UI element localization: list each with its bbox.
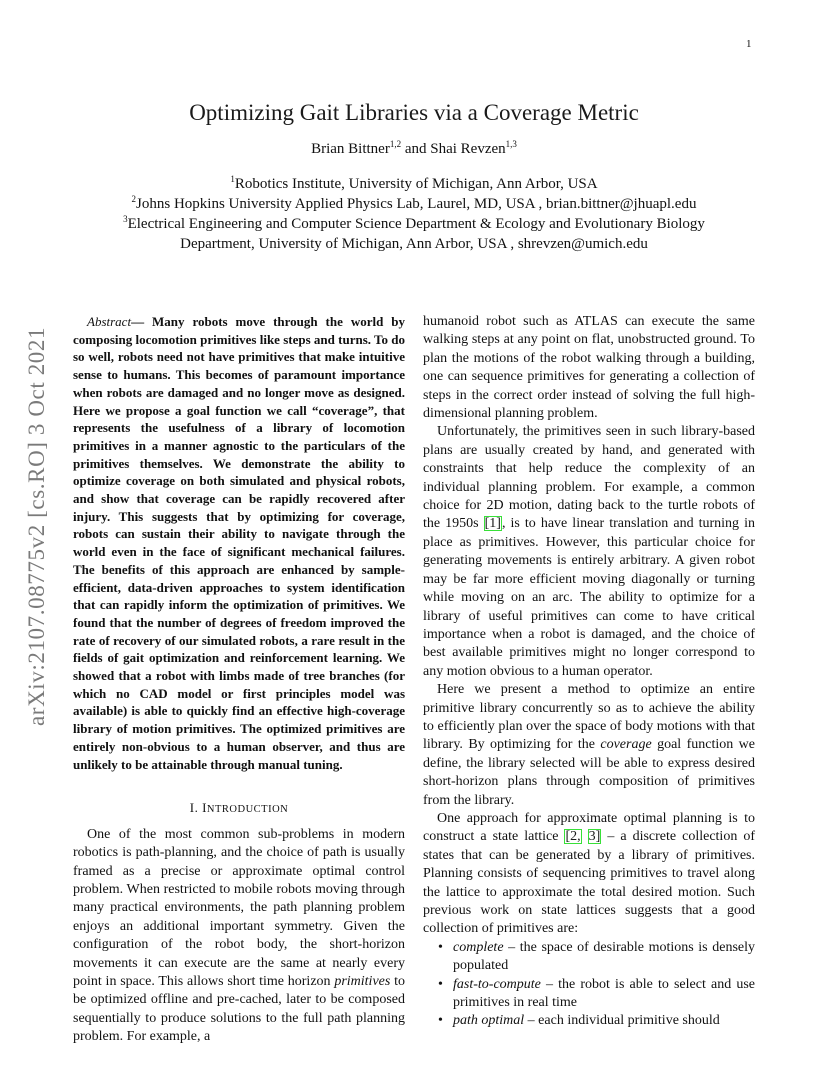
bullet-icon: • bbox=[438, 1013, 443, 1029]
affiliation-marker: 1 bbox=[230, 174, 235, 184]
affiliation-marker: 3 bbox=[123, 214, 128, 224]
author-affiliation-marker: 1,3 bbox=[505, 139, 517, 149]
author-name: Brian Bittner bbox=[311, 141, 390, 157]
affiliation-line bbox=[60, 194, 768, 214]
list-item-text: – the robot is able to select and use primitives in real time bbox=[453, 976, 755, 1011]
abstract bbox=[73, 313, 405, 773]
affiliation-line bbox=[60, 234, 768, 254]
list-item bbox=[438, 1012, 755, 1030]
affiliation-text: Electrical Engineering and Computer Science Department & Ecology and Evolutionary Biology bbox=[127, 216, 705, 232]
affiliation-marker: 2 bbox=[131, 194, 137, 204]
list-item bbox=[438, 976, 755, 1013]
paragraph-text: to be optimized offline and pre-cached, later to be composed sequentially to produce solutions to the full path planning problem. For example, a bbox=[73, 973, 405, 1045]
emphasized-term: primitives bbox=[334, 973, 391, 989]
paragraph-text: Here we present a method to optimize an entire primitive library concurrently so as to achieve the ability to efficiently plan over the space of body motions with that library. By optimizing for the bbox=[423, 682, 755, 753]
paper-title: Optimizing Gait Libraries via a Coverage Metric bbox=[189, 100, 639, 125]
affiliation-text: Department, University of Michigan, Ann Arbor, USA , shrevzen@umich.edu bbox=[180, 236, 648, 252]
bullet-icon: • bbox=[438, 939, 443, 955]
arxiv-identifier-stamp: arXiv:2107.08775v2 [cs.RO] 3 Oct 2021 bbox=[24, 326, 49, 726]
author-list bbox=[0, 141, 828, 158]
body-paragraph bbox=[423, 810, 755, 939]
section-heading-introduction bbox=[73, 799, 405, 819]
right-column bbox=[423, 313, 755, 1031]
citation-link[interactable]: 3] bbox=[588, 829, 601, 845]
primitive-criteria-list bbox=[423, 939, 755, 1031]
author-name: Shai Revzen bbox=[430, 141, 506, 157]
citation-link[interactable]: [1] bbox=[484, 516, 501, 532]
emphasized-term: coverage bbox=[600, 737, 652, 753]
left-column bbox=[73, 313, 405, 1047]
body-paragraph: humanoid robot such as ATLAS can execute the same walking steps at any point on flat, unobstructed ground. To plan the motions of the robot walking through a building, one can sequence primitives for generating a collection of steps in the correct order instead of solving the full high-dimensional planning problem. bbox=[423, 314, 755, 422]
section-title-rest: NTRODUCTION bbox=[206, 804, 289, 816]
citation-link[interactable]: [2, bbox=[565, 829, 581, 845]
abstract-label: Abstract bbox=[87, 314, 132, 329]
section-numeral: I. bbox=[189, 800, 203, 816]
paragraph-text: One of the most common sub-problems in modern robotics is path-planning, and the choice of path is usually framed as a precise or approximate optimal control problem. When restricted to mobile robots moving through many practical environments, the path planning problem enjoys an additional important symmetry. Given the configuration of the robot body, the short-horizon movements it can execute are the same at nearly every point in space. This allows short time horizon bbox=[73, 826, 405, 989]
affiliation-line bbox=[60, 174, 768, 194]
paragraph-text: Unfortunately, the primitives seen in such library-based plans are usually created by hand, and generated with constraints that help reduce the complexity of an individual planning problem. For example, a common choice for 2D motion, dating back to the turtle robots of the 1950s bbox=[423, 424, 755, 532]
abstract-dash: — bbox=[131, 314, 152, 329]
affiliation-line bbox=[60, 214, 768, 234]
affiliation-block bbox=[60, 174, 768, 254]
list-item-text: – each individual primitive should bbox=[524, 1013, 720, 1029]
body-paragraph bbox=[423, 423, 755, 681]
paragraph-text: One approach for approximate optimal planning is to construct a state lattice bbox=[423, 810, 755, 845]
section-title-initial: I bbox=[202, 800, 207, 816]
abstract-text: Many robots move through the world by composing locomotion primitives like steps and turns. To do so well, robots need not have primitives that make intuitive sense to humans. This becomes of paramount importance when robots are damaged and no longer move as designed. Here we propose a goal function we call “coverage”, that represents the usefulness of a library of locomotion primitives in a manner agnostic to the particulars of the primitives themselves. We demonstrate the ability to optimize coverage on both simulated and physical robots, and show that coverage can be rapidly recovered after injury. This suggests that by optimizing for coverage, robots can sustain their ability to navigate through the world even in the face of significant mechanical failures. The benefits of this approach are enhanced by sample-efficient, data-driven approaches to system identification that can rapidly inform the optimization of primitives. We found that the number of degrees of freedom improved the rate of recovery of our simulated robots, a rare result in the fields of gait optimization and reinforcement learning. We showed that a robot with limbs made of tree branches (for which no CAD model or first principles model was available) is able to quickly find an effective high-coverage library of motion primitives. The optimized primitives are entirely non-obvious to a human observer, and thus are unlikely to be attainable through manual tuning. bbox=[73, 314, 405, 772]
affiliation-text: Robotics Institute, University of Michigan, Ann Arbor, USA bbox=[234, 176, 598, 192]
page-number: 1 bbox=[746, 38, 752, 50]
list-item bbox=[438, 939, 755, 976]
body-paragraph bbox=[423, 681, 755, 810]
paragraph-text: , is to have linear translation and turning in place as primitives. However, this particular choice for generating movements is entirely arbitrary. A given robot may be far more efficient moving diagonally or turning while moving on an arc. The ability to optimize for a library of useful primitives can come to have critical importance when a robot is damaged, and the choice of best available primitives might no longer correspond to any motion obvious to a human operator. bbox=[423, 516, 755, 679]
affiliation-text: Johns Hopkins University Applied Physics Lab, Laurel, MD, USA , brian.bittner@jhuapl.edu bbox=[136, 196, 697, 212]
bullet-icon: • bbox=[438, 976, 443, 992]
author-conjunction: and bbox=[401, 141, 431, 157]
list-item-term: fast-to-compute bbox=[453, 976, 541, 992]
body-paragraph bbox=[73, 826, 405, 1047]
list-item-term: path optimal bbox=[453, 1013, 525, 1029]
list-item-text: – the space of desirable motions is densely populated bbox=[453, 939, 755, 974]
paragraph-text: goal function we define, the library selected will be able to express desired short-horizon plans through composition of primitives from the library. bbox=[423, 737, 755, 808]
author-affiliation-marker: 1,2 bbox=[389, 139, 402, 149]
list-item-term: complete bbox=[453, 939, 504, 955]
paragraph-text: – a discrete collection of states that can be generated by a library of primitives. Planning consists of sequencing primitives to travel along the lattice to approximate the total desired motion. Such previous work on state lattices suggests that a good collection of primitives are: bbox=[423, 829, 755, 937]
